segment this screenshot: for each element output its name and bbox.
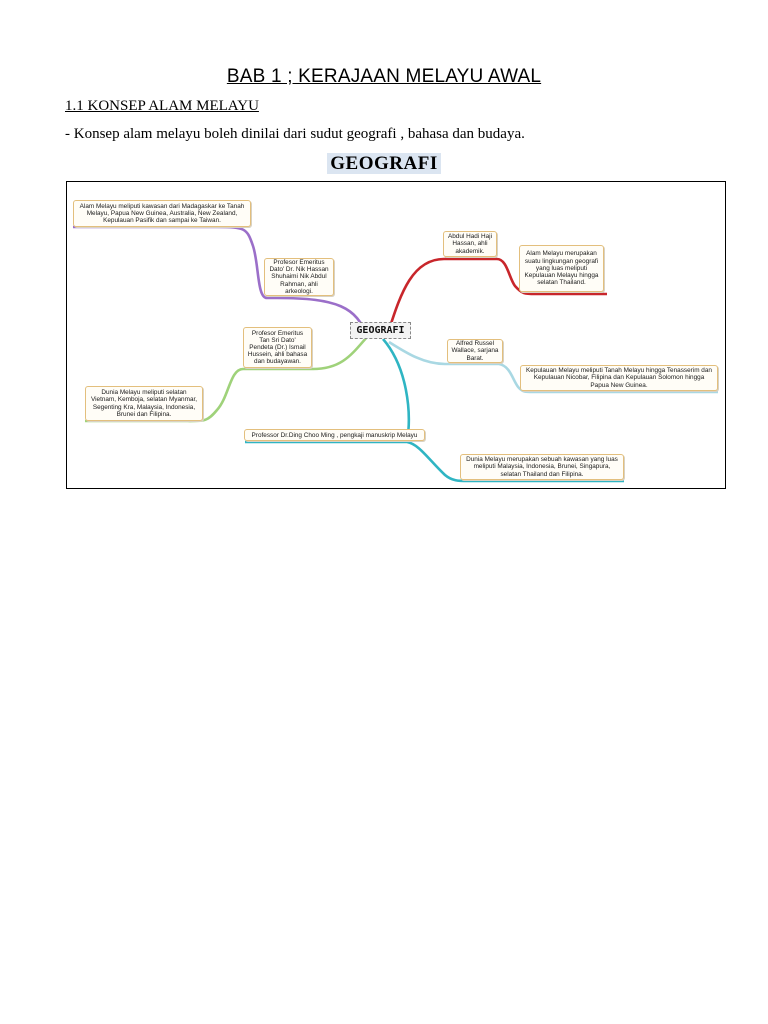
node-dunia-melayu-malaysia: Dunia Melayu merupakan sebuah kawasan yang luas meliputi Malaysia, Indonesia, Brunei, Singapura, selatan Thailand dan Filipina. — [460, 454, 624, 480]
node-nik-hassan-shuhaimi: Profesor Emeritus Dato' Dr. Nik Hassan Shuhaimi Nik Abdul Rahman, ahli arkeologi. — [264, 258, 334, 296]
center-node-geografi: GEOGRAFI — [350, 322, 411, 339]
node-alfred-wallace: Alfred Russel Wallace, sarjana Barat. — [447, 339, 503, 363]
node-ismail-hussein: Profesor Emeritus Tan Sri Dato' Pendeta (Dr.) Ismail Hussein, ahli bahasa dan budayawan. — [243, 327, 312, 368]
node-dunia-melayu-vietnam: Dunia Melayu meliputi selatan Vietnam, Kemboja, selatan Myanmar, Segenting Kra, Malaysia, Indonesia, Brunei dan Filipina. — [85, 386, 203, 421]
node-alam-melayu-lingkungan: Alam Melayu merupakan suatu lingkungan geografi yang luas meliputi Kepulauan Melayu hingga selatan Thailand. — [519, 245, 604, 292]
node-alam-melayu-madagaskar: Alam Melayu meliputi kawasan dari Madagaskar ke Tanah Melayu, Papua New Guinea, Australia, New Zealand, Kepulauan Pasifik dan sampai ke Taiwan. — [73, 200, 251, 227]
mind-map — [66, 181, 726, 489]
section-heading: 1.1 KONSEP ALAM MELAYU — [65, 98, 259, 114]
geografi-heading-text: GEOGRAFI — [327, 153, 440, 174]
intro-paragraph: - Konsep alam melayu boleh dinilai dari sudut geografi , bahasa dan budaya. — [65, 126, 525, 142]
node-abdul-hadi: Abdul Hadi Haji Hassan, ahli akademik. — [443, 231, 497, 257]
node-kepulauan-melayu: Kepulauan Melayu meliputi Tanah Melayu hingga Tenasserim dan Kepulauan Nicobar, Filipina dan Kepulauan Solomon hingga Papua New Guinea. — [520, 365, 718, 391]
node-ding-choo-ming: Professor Dr.Ding Choo Ming , pengkaji manuskrip Melayu — [244, 429, 425, 441]
document-title: BAB 1 ; KERAJAAN MELAYU AWAL — [226, 66, 542, 87]
geografi-heading — [0, 153, 768, 175]
